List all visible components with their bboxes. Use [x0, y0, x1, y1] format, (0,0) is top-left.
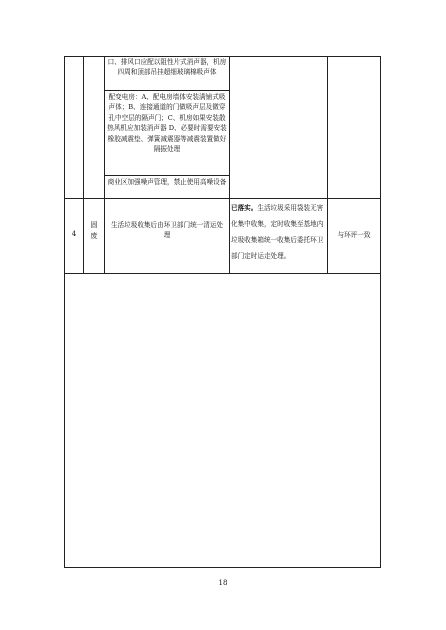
measure-noise-commercial: 商业区加强噪声管理，禁止使用高噪设备: [107, 178, 227, 186]
col-divider-3: [229, 57, 230, 273]
row-measure: 生活垃圾收集后由环卫部门统一清运处理: [110, 221, 224, 240]
measure-divider-2: [104, 175, 229, 176]
row-category: 固废: [90, 221, 98, 240]
environmental-measures-table: [64, 56, 381, 568]
measure-noise-substation: 配变电房：A、配电房墙体安装满铺式吸声体；B、连接通道的门做吸声层及微穿孔中空层的隔声门；C、机房如果安装散热风机应加装消声器 D、必要时需要安装橡胶减震垫、弹簧减震器等减震装置做好隔振处理: [107, 93, 227, 154]
row-separator-3-4: [65, 198, 380, 199]
row-index: 4: [71, 230, 77, 238]
row-conclusion: 与环评一致: [337, 231, 371, 239]
status-label: 已落实。: [231, 204, 258, 212]
col-divider-4: [327, 57, 328, 273]
status-text: 生活垃圾采用袋装无害化集中收集，定时收集至基地内垃圾收集箱统一收集后委托环卫部门定时运走处理。: [231, 204, 324, 260]
row-separator-4-end: [65, 273, 380, 274]
row-status: [231, 200, 325, 264]
measure-divider-1: [104, 90, 229, 91]
col-divider-1: [83, 57, 84, 273]
page-number: 18: [218, 579, 228, 587]
measure-noise-fan-room: 口、排风口应配以阻性片式消声器，机房四周和顶部吊挂超细玻璃棉吸声体: [107, 58, 227, 77]
